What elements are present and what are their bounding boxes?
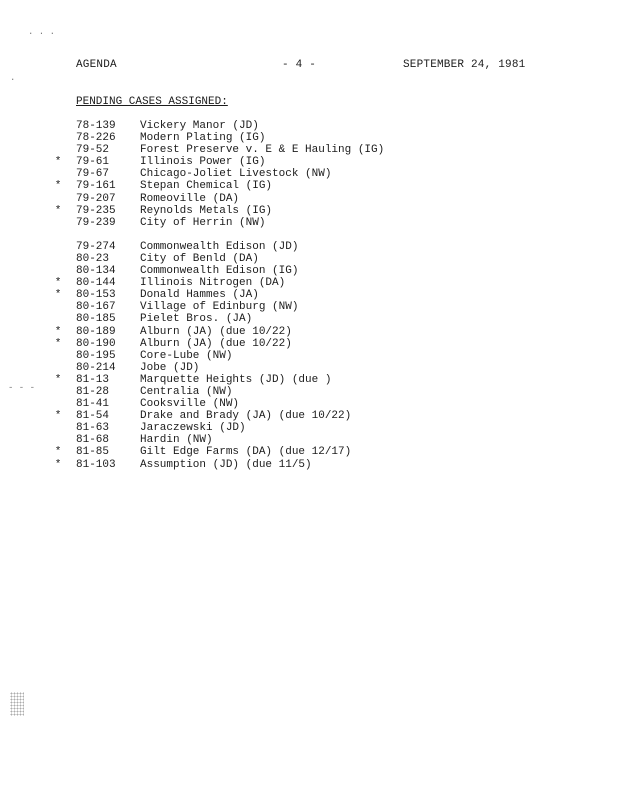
case-row	[0, 193, 618, 205]
case-row	[0, 144, 618, 156]
case-number: 81-85	[76, 446, 110, 459]
case-row	[0, 168, 618, 180]
case-number: 80-144	[76, 277, 116, 290]
case-name: Cooksville (NW)	[140, 398, 240, 411]
case-number: 79-61	[76, 156, 110, 169]
case-name: Drake and Brady (JA) (due 10/22)	[140, 410, 352, 423]
case-list	[0, 120, 618, 471]
case-row	[0, 326, 618, 338]
case-row	[0, 446, 618, 458]
case-row	[0, 383, 618, 398]
case-name: Romeoville (DA)	[140, 192, 240, 205]
case-star-marker: *	[54, 325, 62, 338]
case-name: City of Benld (DA)	[140, 252, 259, 265]
case-number: 81-54	[76, 410, 110, 423]
case-name: Modern Plating (IG)	[140, 132, 266, 145]
case-number: 80-167	[76, 301, 116, 314]
case-row	[0, 434, 618, 446]
case-name: Vickery Manor (JD)	[140, 120, 259, 132]
case-row	[0, 156, 618, 168]
case-star-marker: *	[54, 410, 62, 423]
case-star-marker: *	[54, 458, 62, 471]
case-row	[0, 350, 618, 362]
case-name: Chicago-Joliet Livestock (NW)	[140, 168, 332, 181]
case-row	[0, 289, 618, 301]
case-name: Village of Edinburg (NW)	[140, 301, 299, 314]
case-row	[0, 241, 618, 253]
scan-noise	[10, 692, 24, 716]
case-name: Assumption (JD) (due 11/5)	[140, 458, 312, 471]
case-star-marker: *	[54, 204, 62, 217]
section-title: PENDING CASES ASSIGNED:	[76, 96, 228, 108]
case-name: Alburn (JA) (due 10/22)	[140, 337, 292, 350]
case-name: Reynolds Metals (IG)	[140, 204, 273, 217]
case-row	[0, 374, 618, 386]
case-row	[0, 362, 618, 374]
header-agenda: AGENDA	[76, 59, 117, 71]
case-row	[0, 217, 618, 229]
case-name: Forest Preserve v. E & E Hauling (IG)	[140, 144, 385, 157]
case-name: Hardin (NW)	[140, 434, 213, 447]
case-star-marker: *	[54, 289, 62, 302]
case-number: 80-190	[76, 337, 116, 350]
case-number: 78-226	[76, 132, 116, 145]
case-number: 79-52	[76, 144, 110, 157]
header-date: SEPTEMBER 24, 1981	[403, 59, 526, 71]
case-number: 78-139	[76, 120, 116, 132]
case-number: 81-41	[76, 398, 110, 411]
case-star-marker: *	[54, 180, 62, 193]
case-name: Pielet Bros. (JA)	[140, 313, 253, 326]
case-row	[0, 398, 618, 410]
case-name: Stepan Chemical (IG)	[140, 180, 273, 193]
case-row	[0, 205, 618, 217]
case-name: Illinois Power (IG)	[140, 156, 266, 169]
case-number: 79-235	[76, 204, 116, 217]
case-name: Alburn (JA) (due 10/22)	[140, 325, 292, 338]
case-number: 80-134	[76, 265, 116, 278]
case-name: Commonwealth Edison (JD)	[140, 240, 299, 253]
case-name: Jaraczewski (JD)	[140, 422, 246, 435]
case-number: 81-103	[76, 458, 116, 471]
case-name: Gilt Edge Farms (DA) (due 12/17)	[140, 446, 352, 459]
case-row	[0, 120, 618, 132]
case-name: Jobe (JD)	[140, 361, 200, 374]
case-star-marker: *	[54, 373, 62, 386]
case-number: 80-189	[76, 325, 116, 338]
case-name: Donald Hammes (JA)	[140, 289, 259, 302]
case-number: 80-153	[76, 289, 116, 302]
case-name: Marquette Heights (JD) (due )	[140, 373, 332, 386]
case-number: 81-63	[76, 422, 110, 435]
group-spacer	[0, 229, 618, 241]
case-number: 80-185	[76, 313, 116, 326]
case-star-marker: *	[54, 446, 62, 459]
case-number: 79-161	[76, 180, 116, 193]
case-name: Core-Lube (NW)	[140, 349, 233, 362]
case-star-marker: *	[54, 337, 62, 350]
case-row	[0, 422, 618, 434]
scan-speck: - - -	[8, 383, 36, 393]
case-row	[0, 132, 618, 144]
case-row	[0, 265, 618, 277]
case-row	[0, 459, 618, 471]
scan-speck: .	[10, 73, 16, 83]
case-row	[0, 410, 618, 422]
case-number: 79-274	[76, 240, 116, 253]
case-number: 81-28	[76, 385, 110, 398]
case-name: Illinois Nitrogen (DA)	[140, 277, 286, 290]
case-row	[0, 253, 618, 265]
case-row	[0, 301, 618, 313]
case-row	[0, 180, 618, 192]
case-number: 79-67	[76, 168, 110, 181]
case-number: 81-13	[76, 373, 110, 386]
case-name: City of Herrin (NW)	[140, 216, 266, 229]
case-name: Commonwealth Edison (IG)	[140, 265, 299, 278]
case-number: 80-23	[76, 252, 110, 265]
case-number: 79-239	[76, 216, 116, 229]
case-star-marker: *	[54, 277, 62, 290]
case-number: 79-207	[76, 192, 116, 205]
case-number: 80-214	[76, 361, 116, 374]
case-number: 81-68	[76, 434, 110, 447]
case-name: Centralia (NW)	[140, 385, 233, 398]
case-star-marker: *	[54, 156, 62, 169]
case-row	[0, 338, 618, 350]
case-row	[0, 313, 618, 325]
scan-speck: · · ·	[28, 29, 56, 39]
page-number: - 4 -	[282, 59, 317, 71]
case-number: 80-195	[76, 349, 116, 362]
case-row	[0, 277, 618, 289]
